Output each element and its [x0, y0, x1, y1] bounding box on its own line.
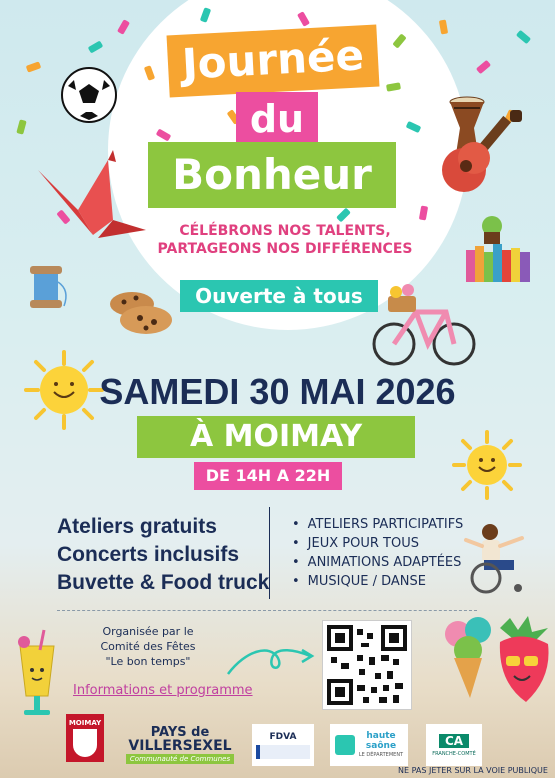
activities-list: [292, 515, 472, 591]
subtitle-line-2: PARTAGEONS NOS DIFFÉRENCES: [157, 241, 413, 257]
event-hours: DE 14H A 22H: [194, 462, 342, 490]
title-line-3: Bonheur: [148, 142, 396, 208]
logo-moimay: [66, 714, 104, 762]
bicycle-icon: [372, 282, 476, 372]
organizer-text: [90, 624, 206, 669]
ukulele-icon: [436, 108, 528, 198]
activity-item: • ANIMATIONS ADAPTÉES: [292, 553, 472, 572]
highlight-item: Ateliers gratuits: [57, 515, 217, 538]
highlight-item: Buvette & Food truck: [57, 571, 270, 594]
logo-haute-line2: saône: [365, 741, 397, 751]
logo-fdva: [252, 724, 314, 766]
divider-horizontal: [57, 610, 477, 611]
activity-item: • ATELIERS PARTICIPATIFS: [292, 515, 472, 534]
open-to-all-banner: Ouverte à tous: [180, 280, 378, 312]
footer-notice: NE PAS JETER SUR LA VOIE PUBLIQUE: [398, 766, 548, 775]
strawberry-icon: [492, 614, 554, 710]
logo-pays-villersexel: [124, 724, 236, 766]
event-place: À MOIMAY: [137, 416, 415, 458]
subtitle: [120, 222, 450, 258]
soccer-ball-icon: [60, 66, 118, 124]
arrow-icon: [226, 640, 316, 680]
logo-ca-region: FRANCHE-COMTÉ: [432, 750, 476, 757]
highlights-list: [57, 513, 270, 597]
activity-item: • JEUX POUR TOUS: [292, 534, 472, 553]
divider-vertical: [269, 507, 270, 599]
logo-moimay-text: MOIMAY: [68, 719, 102, 727]
event-date: SAMEDI 30 MAI 2026: [99, 371, 456, 412]
qr-code[interactable]: [322, 620, 412, 710]
logo-fdva-text: FDVA: [269, 731, 297, 742]
logo-ca-text: CA: [439, 734, 469, 748]
title-line-1: Journée: [167, 25, 380, 98]
logo-fdva-bar: [256, 745, 310, 759]
sun-icon: [452, 430, 522, 500]
organizer-line-2: Comité des Fêtes: [100, 640, 196, 653]
highlight-item: Concerts inclusifs: [57, 543, 240, 566]
organizer-line-1: Organisée par le: [102, 625, 194, 638]
cocktail-icon: [14, 626, 60, 720]
title-line-2: du: [236, 92, 318, 150]
subtitle-line-1: CÉLÉBRONS NOS TALENTS,: [179, 223, 391, 239]
puzzle-icon: [335, 735, 355, 755]
info-program-link[interactable]: Informations et programme: [73, 683, 253, 698]
paper-crane-icon: [38, 150, 148, 240]
logo-haute-saone-text: [359, 731, 403, 759]
thread-spool-icon: [24, 262, 74, 312]
organizer-line-3: "Le bon temps": [105, 655, 191, 668]
shield-icon: [73, 729, 97, 757]
logo-haute-line1: haute: [366, 731, 396, 741]
cookies-icon: [106, 286, 178, 340]
ice-cream-icon: [442, 616, 496, 700]
activity-item: • MUSIQUE / DANSE: [292, 572, 472, 591]
logo-pays-line3: Communauté de Communes: [126, 754, 234, 764]
logo-pays-line1: PAYS de: [150, 725, 210, 740]
logo-pays-line2: VILLERSEXEL: [128, 738, 232, 754]
qr-code-pattern: [323, 621, 411, 709]
logo-haute-line3: LE DÉPARTEMENT: [358, 752, 404, 758]
logo-haute-saone: [330, 724, 408, 766]
logo-credit-agricole: [426, 724, 482, 766]
books-icon: [464, 210, 534, 284]
